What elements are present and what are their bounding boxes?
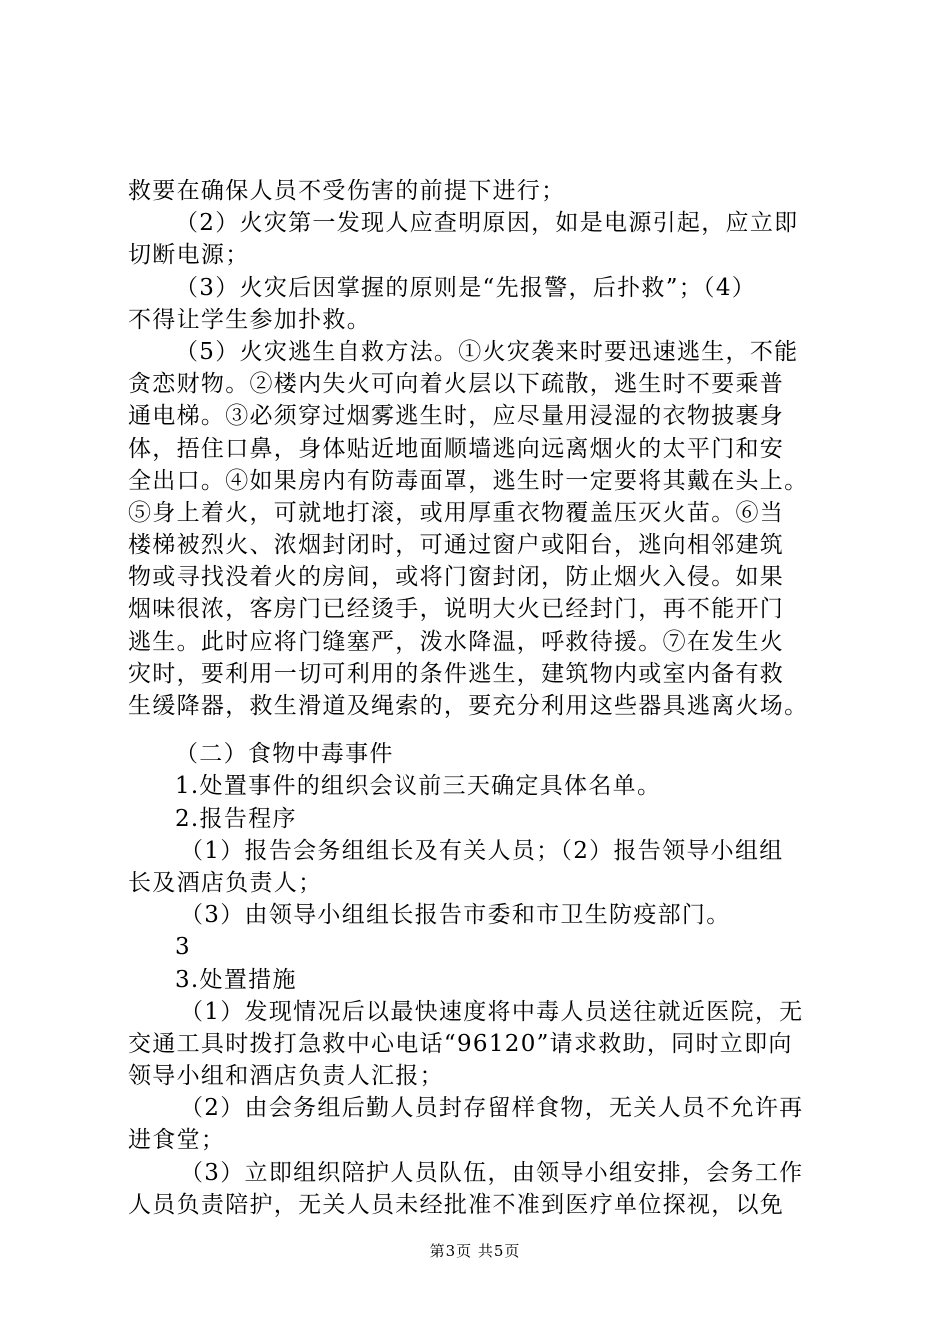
- page-footer: 第3页 共5页: [429, 1242, 521, 1260]
- text-line: 楼梯被烈火、浓烟封闭时，可通过窗户或阳台，逃向相邻建筑: [128, 532, 785, 559]
- text-line: 全出口。④如果房内有防毒面罩，逃生时一定要将其戴在头上。: [128, 467, 809, 494]
- text-line: （1）发现情况后以最快速度将中毒人员送往就近医院，无: [180, 998, 804, 1025]
- text-line: （2）由会务组后勤人员封存留样食物，无关人员不允许再: [180, 1095, 804, 1122]
- paragraph-gap: [128, 723, 848, 739]
- text-line: 1.处置事件的组织会议前三天确定具体名单。: [175, 773, 662, 800]
- text-line: （3）由领导小组组长报告市委和市卫生防疫部门。: [180, 902, 731, 929]
- text-line: （5）火灾逃生自救方法。①火灾袭来时要迅速逃生，不能: [175, 338, 799, 365]
- text-line: 不得让学生参加扑救。: [128, 306, 371, 333]
- body-text: [128, 176, 848, 1222]
- text-line: 3.处置措施: [175, 966, 297, 993]
- text-line: 长及酒店负责人；: [128, 869, 323, 896]
- text-line: 救要在确保人员不受伤害的前提下进行；: [128, 178, 566, 204]
- text-line: 逃生。此时应将门缝塞严，泼水降温，呼救待援。⑦在发生火: [128, 628, 785, 655]
- stray-page-number: 3: [175, 934, 191, 961]
- text-line: 体，捂住口鼻，身体贴近地面顺墙逃向远离烟火的太平门和安: [128, 435, 785, 462]
- text-line: （1）报告会务组组长及有关人员；（2）报告领导小组组: [180, 837, 784, 864]
- text-line: 切断电源；: [128, 242, 250, 269]
- text-line: ⑤身上着火，可就地打滚，或用厚重衣物覆盖压灭火苗。⑥当: [128, 499, 785, 526]
- section-heading: （二）食物中毒事件: [175, 741, 394, 768]
- text-line: 贪恋财物。②楼内失火可向着火层以下疏散，逃生时不要乘普: [128, 371, 785, 398]
- text-line: 物或寻找没着火的房间，或将门窗封闭，防止烟火入侵。如果: [128, 564, 785, 591]
- text-line: 烟味很浓，客房门已经烫手，说明大火已经封门，再不能开门: [128, 596, 785, 623]
- text-line: 人员负责陪护，无关人员未经批准不准到医疗单位探视，以免: [128, 1191, 785, 1218]
- text-line: 2.报告程序: [175, 805, 297, 832]
- text-line: （3）火灾后因掌握的原则是“先报警，后扑救”；（4）: [175, 274, 757, 301]
- text-line: （3）立即组织陪护人员队伍，由领导小组安排，会务工作: [180, 1159, 804, 1186]
- text-line: 通电梯。③必须穿过烟雾逃生时，应尽量用浸湿的衣物披裹身: [128, 403, 785, 430]
- text-line: 灾时，要利用一切可利用的条件逃生，建筑物内或室内备有救: [128, 660, 785, 687]
- text-line: 交通工具时拨打急救中心电话“96120”请求救助，同时立即向: [128, 1030, 793, 1057]
- text-line: 生缓降器，救生滑道及绳索的，要充分利用这些器具逃离火场。: [128, 693, 809, 719]
- text-line: （2）火灾第一发现人应查明原因，如是电源引起，应立即: [175, 210, 799, 237]
- text-line: 进食堂；: [128, 1127, 226, 1154]
- text-line: 领导小组和酒店负责人汇报；: [128, 1063, 444, 1090]
